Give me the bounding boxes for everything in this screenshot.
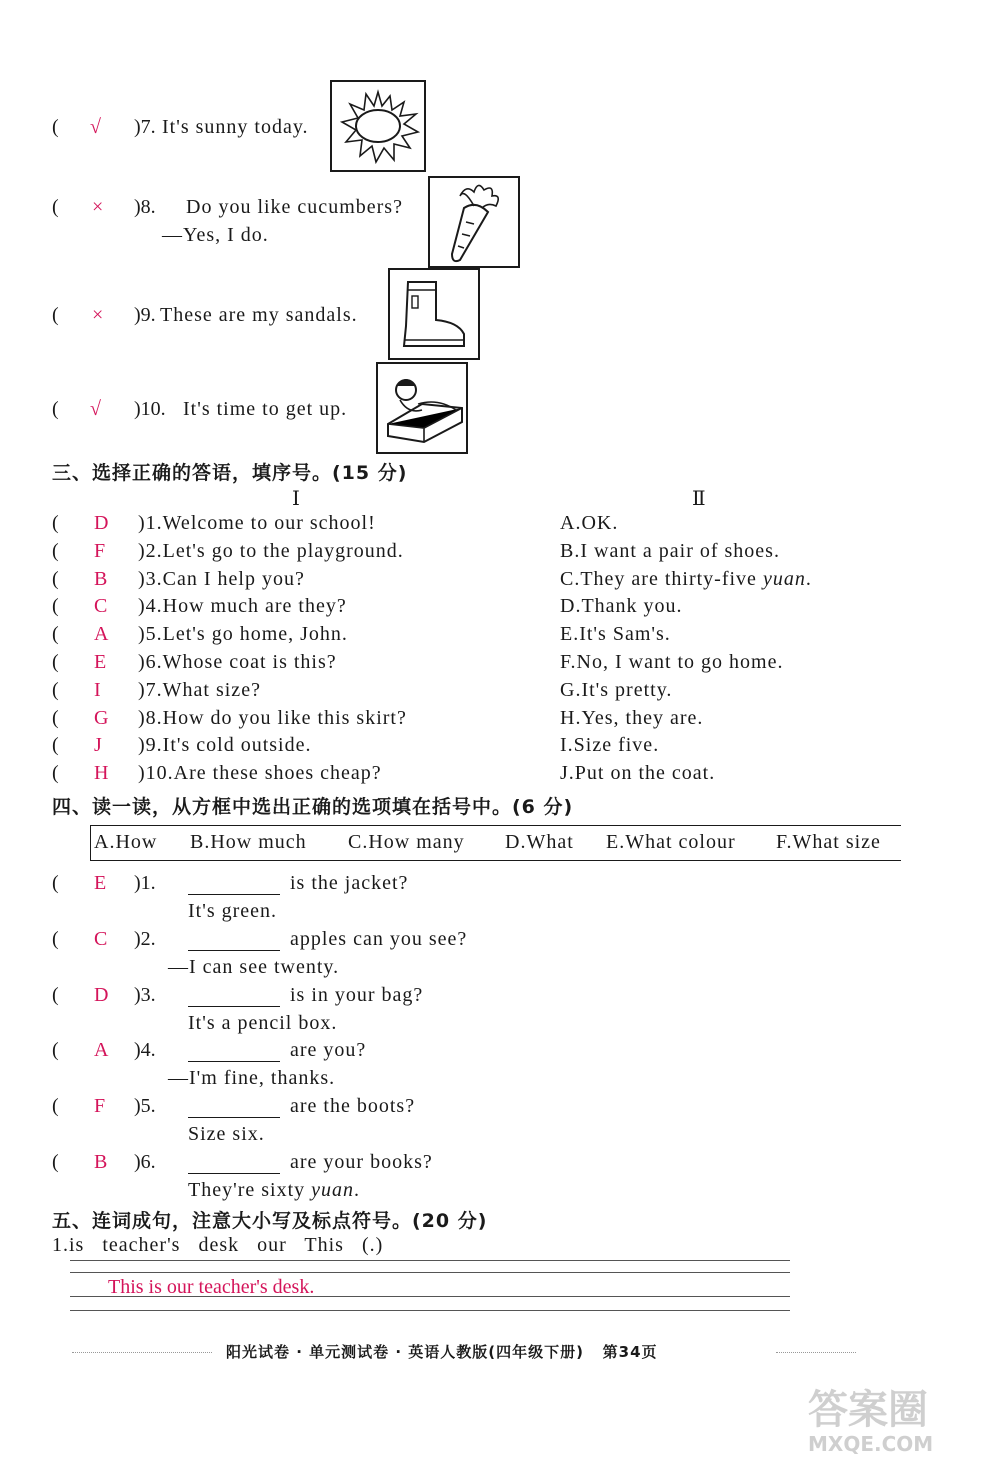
option-choice: D.What — [505, 831, 574, 853]
answer-letter: E — [94, 651, 107, 673]
page-footer: 阳光试卷 · 单元测试卷 · 英语人教版(四年级下册) 第34页 — [226, 1343, 658, 1361]
question-text: Do you like cucumbers? — [186, 196, 403, 218]
answer-letter: I — [94, 678, 101, 701]
answer-letter: C — [94, 595, 108, 618]
reply-italic: yuan — [311, 1179, 355, 1201]
paren-open: ( — [52, 927, 59, 950]
question-text: are you? — [290, 1039, 367, 1062]
paren-open: ( — [52, 734, 59, 757]
question-text: is in your bag? — [290, 983, 424, 1006]
option-choice: B.How much — [190, 831, 307, 853]
answer-mark: × — [92, 196, 104, 218]
writing-line — [70, 1260, 790, 1261]
question-number: )4. — [134, 1039, 156, 1062]
paren-open: ( — [52, 539, 59, 562]
paren-open: ( — [52, 567, 59, 590]
question-number: )8. — [134, 196, 156, 218]
answer-letter: B — [94, 567, 108, 590]
watermark-url: MXQE.COM — [808, 1432, 934, 1456]
question-text: It's time to get up. — [183, 398, 348, 420]
reply-text: It's green. — [188, 900, 278, 922]
answer-blank — [188, 932, 280, 951]
answer-letter: J — [94, 734, 102, 757]
paren-open: ( — [52, 983, 59, 1006]
paren-open: ( — [52, 304, 59, 326]
answer-blank — [188, 1099, 280, 1118]
question-text: )5.Let's go home, John. — [138, 623, 348, 646]
sun-icon — [330, 80, 426, 172]
question-number: )6. — [134, 1151, 156, 1173]
paren-open: ( — [52, 706, 59, 729]
option-choice: C.How many — [348, 831, 465, 853]
written-answer: This is our teacher's desk. — [108, 1276, 315, 1298]
option-text: G.It's pretty. — [560, 678, 673, 701]
answer-letter: A — [94, 623, 109, 646]
paren-open: ( — [52, 1039, 59, 1062]
writing-line — [70, 1296, 790, 1297]
option-text: J.Put on the coat. — [560, 762, 716, 785]
answer-letter: F — [94, 1095, 106, 1118]
paren-open: ( — [52, 678, 59, 701]
paren-open: ( — [52, 1095, 59, 1118]
option-italic: yuan — [762, 567, 806, 590]
paren-open: ( — [52, 595, 59, 618]
reply-text: —I'm fine, thanks. — [168, 1067, 336, 1090]
question-text: )1.Welcome to our school! — [138, 512, 376, 534]
question-text: It's sunny today. — [162, 116, 309, 138]
question-text: )4.How much are they? — [138, 595, 347, 618]
girl-in-bed-icon — [376, 362, 468, 454]
answer-letter: B — [94, 1151, 108, 1173]
answer-letter: D — [94, 512, 109, 534]
section-heading: 三、选择正确的答语，填序号。(15 分) — [52, 462, 408, 484]
question-text: )9.It's cold outside. — [138, 734, 312, 757]
answer-mark: √ — [90, 398, 101, 420]
paren-open: ( — [52, 512, 59, 534]
section-heading: 四、读一读，从方框中选出正确的选项填在括号中。(6 分) — [52, 796, 574, 818]
question-number: )3. — [134, 983, 156, 1006]
footer-divider — [776, 1352, 856, 1353]
reply-text: They're sixty yuan. — [188, 1179, 361, 1201]
question-number: )1. — [134, 872, 156, 894]
option-text: C.They are thirty-five yuan. — [560, 567, 812, 590]
option-text: H.Yes, they are. — [560, 706, 704, 729]
question-text: are your books? — [290, 1151, 433, 1173]
section-heading: 五、连词成句，注意大小写及标点符号。(20 分) — [52, 1210, 488, 1232]
footer-divider — [72, 1352, 212, 1353]
question-number: )7. — [134, 116, 156, 138]
column-header-2: Ⅱ — [692, 488, 706, 510]
option-text: I.Size five. — [560, 734, 660, 757]
question-text: )7.What size? — [138, 678, 261, 701]
option-text: A.OK. — [560, 512, 619, 534]
column-header-1: Ⅰ — [292, 488, 300, 510]
paren-open: ( — [52, 1151, 59, 1173]
paren-open: ( — [52, 651, 59, 673]
reply-text: Size six. — [188, 1123, 265, 1146]
question-text: apples can you see? — [290, 927, 468, 950]
answer-letter: E — [94, 872, 107, 894]
question-text: are the boots? — [290, 1095, 416, 1118]
paren-open: ( — [52, 623, 59, 646]
question-text: )2.Let's go to the playground. — [138, 539, 404, 562]
answer-mark: × — [92, 304, 104, 326]
paren-open: ( — [52, 398, 59, 420]
question-words: 1.is teacher's desk our This (.) — [52, 1234, 384, 1256]
answer-letter: D — [94, 983, 109, 1006]
answer-letter: F — [94, 539, 106, 562]
option-choice: F.What size — [776, 831, 881, 853]
question-text: )3.Can I help you? — [138, 567, 305, 590]
boot-icon — [388, 268, 480, 360]
paren-open: ( — [52, 872, 59, 894]
paren-open: ( — [52, 196, 59, 218]
question-number: )9. — [134, 304, 156, 326]
question-number: )5. — [134, 1095, 156, 1118]
reply-text: It's a pencil box. — [188, 1011, 338, 1034]
question-text: )6.Whose coat is this? — [138, 651, 337, 673]
question-text: )10.Are these shoes cheap? — [138, 762, 382, 785]
answer-letter: C — [94, 927, 108, 950]
option-text: D.Thank you. — [560, 595, 683, 618]
answer-letter: H — [94, 762, 109, 785]
option-choice: E.What colour — [606, 831, 736, 853]
option-text: B.I want a pair of shoes. — [560, 539, 780, 562]
question-number: )10. — [134, 398, 166, 420]
question-text: is the jacket? — [290, 872, 409, 894]
question-text: )8.How do you like this skirt? — [138, 706, 407, 729]
writing-line — [70, 1272, 790, 1273]
paren-open: ( — [52, 762, 59, 785]
answer-letter: G — [94, 706, 109, 729]
option-text: F.No, I want to go home. — [560, 651, 784, 673]
carrot-icon — [428, 176, 520, 268]
answer-blank — [188, 876, 280, 895]
reply-text: —I can see twenty. — [168, 955, 340, 978]
answer-blank — [188, 1155, 280, 1174]
question-number: )2. — [134, 927, 156, 950]
option-choice: A.How — [94, 831, 158, 853]
writing-line — [70, 1310, 790, 1311]
answer-blank — [188, 1043, 280, 1062]
question-text: These are my sandals. — [160, 304, 358, 326]
answer-mark: √ — [90, 116, 101, 138]
answer-blank — [188, 988, 280, 1007]
option-text: E.It's Sam's. — [560, 623, 671, 646]
answer-letter: A — [94, 1039, 109, 1062]
paren-open: ( — [52, 116, 59, 138]
watermark-logo: 答案圈 — [808, 1387, 928, 1433]
answer-text: —Yes, I do. — [162, 224, 269, 246]
